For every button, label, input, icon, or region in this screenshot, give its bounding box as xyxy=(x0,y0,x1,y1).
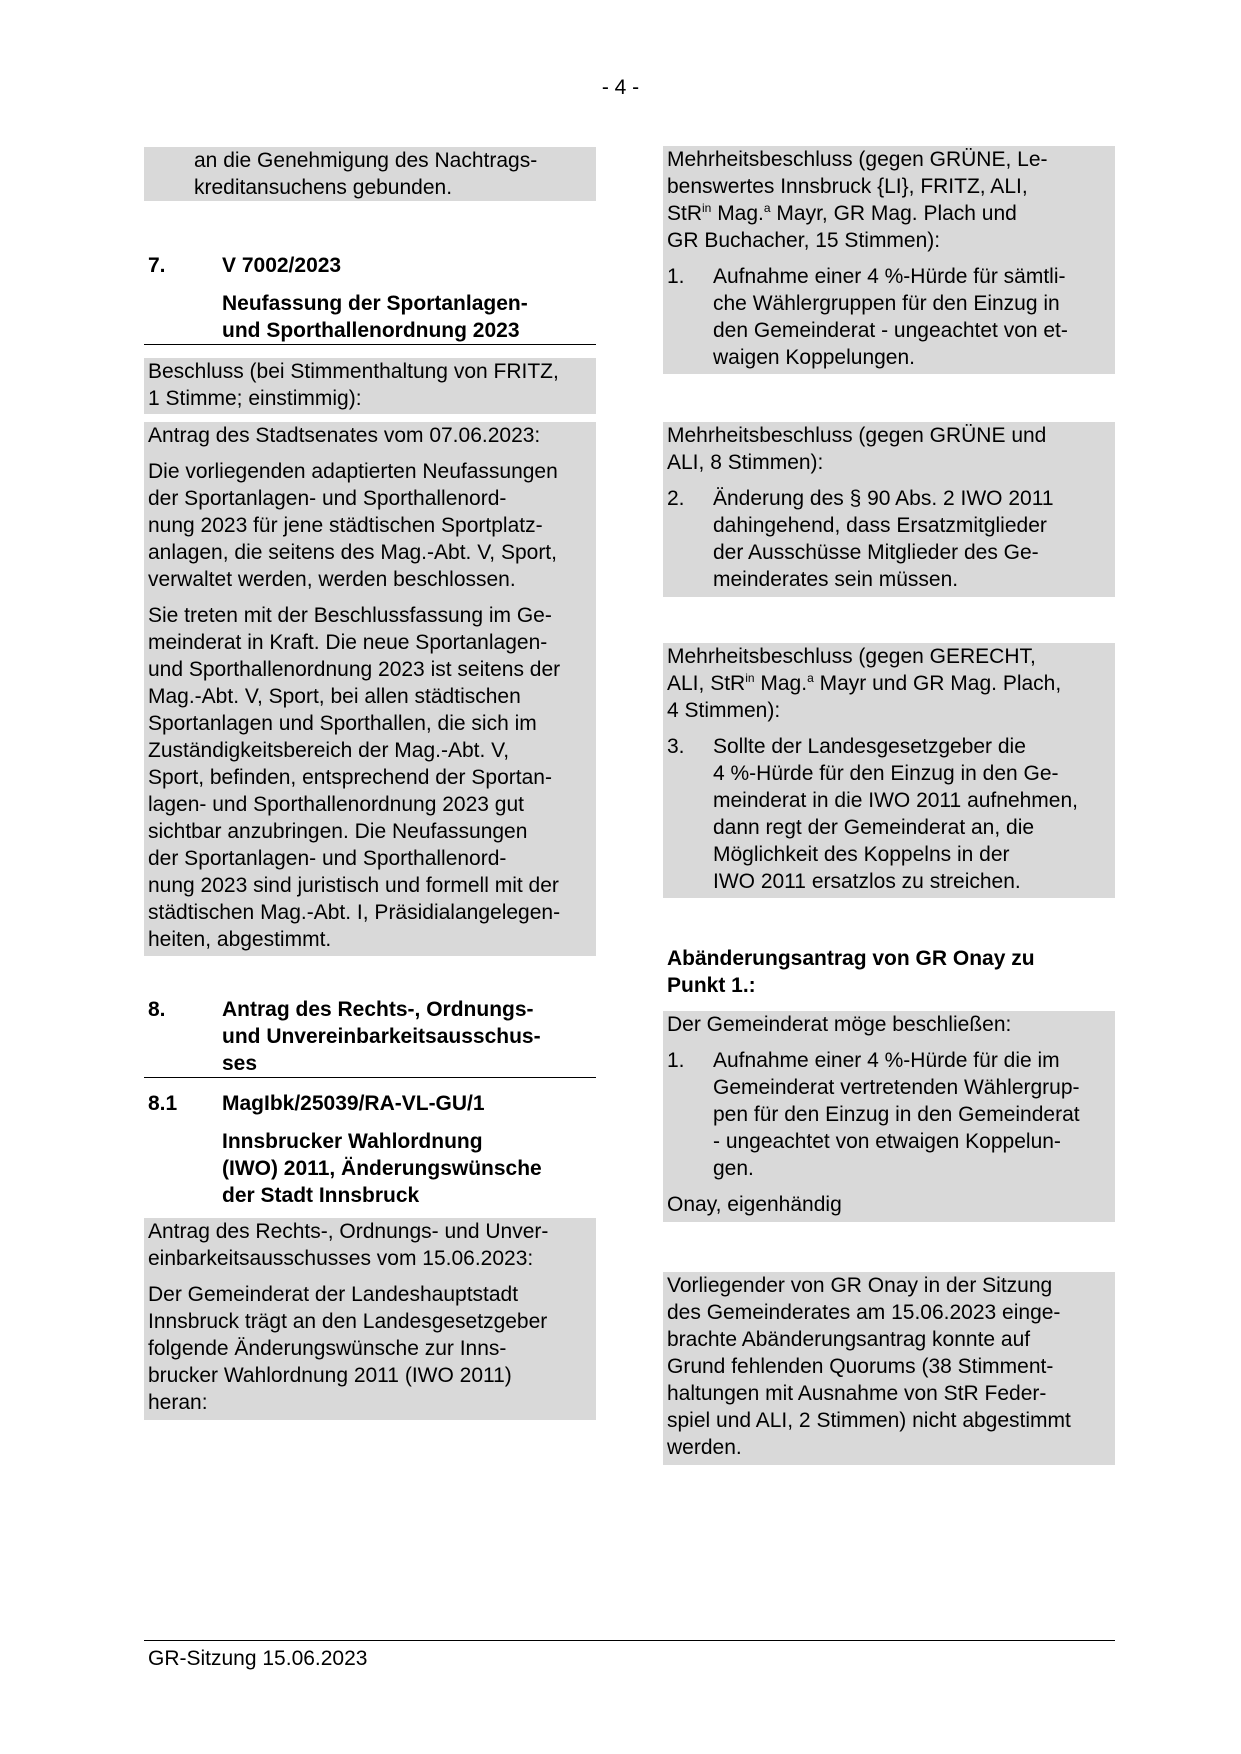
text-line: 4 Stimmen): xyxy=(667,699,781,722)
text-line: der Ausschüsse Mitglieder des Ge- xyxy=(713,541,1039,564)
text-line: pen für den Einzug in den Gemeinderat xyxy=(713,1103,1080,1126)
item-7-motion xyxy=(144,422,596,956)
text-line: benswertes Innsbruck {LI}, FRITZ, ALI, xyxy=(667,175,1028,198)
text-line: 1 Stimme; einstimmig): xyxy=(148,387,362,410)
amendment-heading xyxy=(667,945,1115,999)
text-line xyxy=(667,200,1111,227)
text-line: städtischen Mag.-Abt. I, Präsidialangelegen- xyxy=(148,901,561,924)
text-line: heran: xyxy=(148,1391,208,1414)
item-reference: V 7002/2023 xyxy=(222,254,342,277)
text-line: den Gemeinderat - ungeachtet von et- xyxy=(713,319,1068,342)
text-line: GR Buchacher, 15 Stimmen): xyxy=(667,229,941,252)
superscript: a xyxy=(807,671,814,685)
title-line: Punkt 1.: xyxy=(667,974,756,997)
list-item xyxy=(667,1047,1111,1182)
text-line: brachte Abänderungsantrag konnte auf xyxy=(667,1328,1031,1351)
title-line: der Stadt Innsbruck xyxy=(222,1184,420,1207)
text-line: Innsbruck trägt an den Landesgesetzgeber xyxy=(148,1310,548,1333)
continuation-block xyxy=(144,147,596,201)
text-line: Sport, befinden, entsprechend der Sportan- xyxy=(148,766,552,789)
text-line: folgende Änderungswünsche zur Inns- xyxy=(148,1337,507,1360)
title-line: Innsbrucker Wahlordnung xyxy=(222,1130,483,1153)
list-number: 3. xyxy=(667,735,685,758)
text-line: nung 2023 sind juristisch und formell mit der xyxy=(148,874,559,897)
title-line: Antrag des Rechts-, Ordnungs- xyxy=(222,998,534,1021)
item-8-1-motion xyxy=(144,1218,596,1420)
title-line: Neufassung der Sportanlagen- xyxy=(222,292,528,315)
signature-line: Onay, eigenhändig xyxy=(667,1193,842,1216)
text-line: che Wählergruppen für den Einzug in xyxy=(713,292,1060,315)
item-number: 8.1 xyxy=(148,1092,178,1115)
text-line: haltungen mit Ausnahme von StR Feder- xyxy=(667,1382,1047,1405)
superscript: a xyxy=(763,201,771,215)
text-line: verwaltet werden, werden beschlossen. xyxy=(148,568,516,591)
text-line: meinderat in Kraft. Die neue Sportanlagen- xyxy=(148,631,548,654)
text-line: Die vorliegenden adaptierten Neufassungen xyxy=(148,460,558,483)
text-fragment: Mayr, GR Mag. Plach und xyxy=(770,202,1017,225)
resolution-block-2 xyxy=(663,422,1115,597)
title-line: (IWO) 2011, Änderungswünsche xyxy=(222,1157,542,1180)
text-line: Änderung des § 90 Abs. 2 IWO 2011 xyxy=(713,487,1054,510)
text-line: der Sportanlagen- und Sporthallenord- xyxy=(148,487,507,510)
resolution-block-1 xyxy=(663,146,1115,374)
text-line: ALI, 8 Stimmen): xyxy=(667,451,824,474)
text-fragment: StR xyxy=(667,202,703,225)
text-fragment: Mag. xyxy=(711,202,764,225)
text-line: IWO 2011 ersatzlos zu streichen. xyxy=(713,870,1021,893)
note-block xyxy=(663,1272,1115,1465)
list-number: 2. xyxy=(667,487,685,510)
text-line: Mag.-Abt. V, Sport, bei allen städtischen xyxy=(148,685,521,708)
text-line: gen. xyxy=(713,1157,754,1180)
list-number: 1. xyxy=(667,265,685,288)
text-line: Möglichkeit des Koppelns in der xyxy=(713,843,1010,866)
text-line: der Sportanlagen- und Sporthallenord- xyxy=(148,847,507,870)
footer-text: GR-Sitzung 15.06.2023 xyxy=(148,1647,368,1670)
title-line: Abänderungsantrag von GR Onay zu xyxy=(667,947,1035,970)
text-line: kreditansuchens gebunden. xyxy=(194,176,453,199)
list-item xyxy=(667,263,1111,371)
text-line: Zuständigkeitsbereich der Mag.-Abt. V, xyxy=(148,739,510,762)
item-number: 8. xyxy=(148,998,166,1021)
title-line: und Unvereinbarkeitsausschus- xyxy=(222,1025,541,1048)
footer-divider xyxy=(144,1640,1115,1641)
list-item xyxy=(667,733,1111,895)
item-7-resolution xyxy=(144,358,596,414)
title-line: und Sporthallenordnung 2023 xyxy=(222,319,520,342)
text-line: spiel und ALI, 2 Stimmen) nicht abgestimmt xyxy=(667,1409,1071,1432)
text-line: dann regt der Gemeinderat an, die xyxy=(713,816,1035,839)
text-line: dahingehend, dass Ersatzmitglieder xyxy=(713,514,1047,537)
text-line: einbarkeitsausschusses vom 15.06.2023: xyxy=(148,1247,534,1270)
divider xyxy=(144,1077,596,1078)
text-line: Aufnahme einer 4 %-Hürde für sämtli- xyxy=(713,265,1066,288)
text-fragment: ALI, StR xyxy=(667,672,746,695)
amendment-block xyxy=(663,1011,1115,1222)
text-line: Mehrheitsbeschluss (gegen GRÜNE, Le- xyxy=(667,148,1048,171)
text-line: des Gemeinderates am 15.06.2023 einge- xyxy=(667,1301,1061,1324)
text-line: waigen Koppelungen. xyxy=(713,346,916,369)
text-line: Sollte der Landesgesetzgeber die xyxy=(713,735,1026,758)
text-line xyxy=(667,670,1111,697)
text-line: heiten, abgestimmt. xyxy=(148,928,332,951)
text-line: - ungeachtet von etwaigen Koppelun- xyxy=(713,1130,1061,1153)
list-item xyxy=(667,485,1111,593)
text-line: Aufnahme einer 4 %-Hürde für die im xyxy=(713,1049,1060,1072)
text-line: Vorliegender von GR Onay in der Sitzung xyxy=(667,1274,1053,1297)
text-line: Gemeinderat vertretenden Wählergrup- xyxy=(713,1076,1080,1099)
page-number: - 4 - xyxy=(601,76,640,99)
text-line: Sportanlagen und Sporthallen, die sich im xyxy=(148,712,537,735)
text-fragment: Mayr und GR Mag. Plach, xyxy=(813,672,1062,695)
text-line: Der Gemeinderat der Landeshauptstadt xyxy=(148,1283,519,1306)
superscript: in xyxy=(702,201,712,215)
text-line: Antrag des Stadtsenates vom 07.06.2023: xyxy=(148,424,541,447)
item-number: 7. xyxy=(148,254,166,277)
text-line: werden. xyxy=(667,1436,742,1459)
text-line: meinderates sein müssen. xyxy=(713,568,959,591)
title-line: ses xyxy=(222,1052,258,1075)
text-line: sichtbar anzubringen. Die Neufassungen xyxy=(148,820,528,843)
text-line: Mehrheitsbeschluss (gegen GERECHT, xyxy=(667,645,1036,668)
text-fragment: Mag. xyxy=(754,672,808,695)
text-line: Beschluss (bei Stimmenthaltung von FRITZ, xyxy=(148,360,559,383)
text-line: an die Genehmigung des Nachtrags- xyxy=(194,149,538,172)
text-line: anlagen, die seitens des Mag.-Abt. V, Sport, xyxy=(148,541,557,564)
text-line: Sie treten mit der Beschlussfassung im Ge- xyxy=(148,604,552,627)
text-line: brucker Wahlordnung 2011 (IWO 2011) xyxy=(148,1364,512,1387)
text-line: und Sporthallenordnung 2023 ist seitens der xyxy=(148,658,561,681)
text-line: nung 2023 für jene städtischen Sportplatz- xyxy=(148,514,543,537)
item-reference: MagIbk/25039/RA-VL-GU/1 xyxy=(222,1092,485,1115)
list-number: 1. xyxy=(667,1049,685,1072)
text-line: 4 %-Hürde für den Einzug in den Ge- xyxy=(713,762,1059,785)
resolution-block-3 xyxy=(663,643,1115,898)
divider xyxy=(144,344,596,345)
text-line: Antrag des Rechts-, Ordnungs- und Unver- xyxy=(148,1220,549,1243)
text-line: meinderat in die IWO 2011 aufnehmen, xyxy=(713,789,1078,812)
superscript: in xyxy=(745,671,755,685)
text-line: Der Gemeinderat möge beschließen: xyxy=(667,1013,1012,1036)
text-line: lagen- und Sporthallenordnung 2023 gut xyxy=(148,793,524,816)
text-line: Grund fehlenden Quorums (38 Stimment- xyxy=(667,1355,1054,1378)
text-line: Mehrheitsbeschluss (gegen GRÜNE und xyxy=(667,424,1047,447)
